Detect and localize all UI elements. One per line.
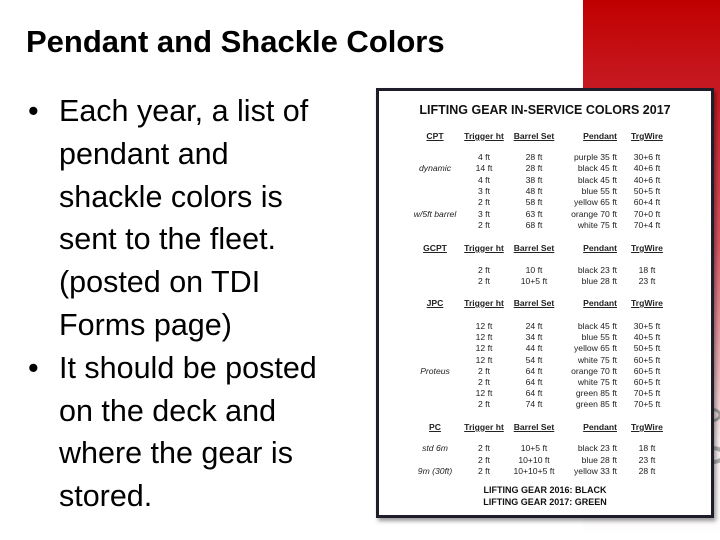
cell-pendant-color: blue 55 ft <box>581 332 617 343</box>
cell-pendant-color: yellow 65 ft <box>574 197 617 208</box>
table-row <box>379 186 711 197</box>
slide-title: Pendant and Shackle Colors <box>26 24 445 59</box>
header-trigger-wire: TrgWire <box>631 298 663 308</box>
table-row <box>379 332 711 343</box>
header-trigger-wire: TrgWire <box>631 243 663 253</box>
header-barrel-set: Barrel Set <box>513 243 555 253</box>
cell-barrel-set: 54 ft <box>525 354 543 365</box>
cell-trigger-height: 2 ft <box>478 365 490 376</box>
bullet-line: Forms page) <box>59 307 232 342</box>
bullet-line: where the gear is <box>59 436 293 471</box>
bullet-line: Each year, a list of <box>59 94 309 128</box>
table-row <box>379 366 711 377</box>
cell-trigger-height: 2 ft <box>478 377 490 387</box>
cell-trigger-wire: 30+6 ft <box>633 152 661 162</box>
cell-trigger-height: 2 ft <box>478 220 490 231</box>
bullet-item <box>28 347 317 518</box>
cell-trigger-wire: 60+5 ft <box>633 354 661 365</box>
cell-pendant-color: yellow 33 ft <box>574 466 617 476</box>
bullet-dot-icon: • <box>28 94 39 128</box>
cell-trigger-height: 12 ft <box>475 332 493 343</box>
cell-trigger-wire: 60+5 ft <box>633 377 661 387</box>
cell-trigger-wire: 70+4 ft <box>633 220 661 231</box>
bullet-line: sent to the fleet. <box>59 222 277 257</box>
cell-barrel-set: 74 ft <box>525 399 543 410</box>
cell-barrel-set: 34 ft <box>525 332 543 343</box>
header-pendant-color: Pendant <box>583 243 617 253</box>
cell-pendant-color: black 23 ft <box>577 443 617 453</box>
cell-trigger-wire: 60+5 ft <box>633 365 661 376</box>
bullet-list <box>28 90 317 518</box>
cell-pendant-color: blue 28 ft <box>581 276 617 287</box>
header-pendant-color: Pendant <box>583 422 617 432</box>
table-header-row <box>379 243 711 254</box>
cell-pendant-color: orange 70 ft <box>571 365 617 376</box>
cell-barrel-set: 38 ft <box>525 174 543 185</box>
table-row <box>379 209 711 220</box>
cell-pendant-color: white 75 ft <box>577 354 617 365</box>
cell-section-label: 9m (30ft) <box>417 466 453 476</box>
cell-trigger-wire: 28 ft <box>638 466 656 476</box>
bullet-line: It should be posted <box>59 350 317 385</box>
cell-trigger-wire: 70+5 ft <box>633 388 661 399</box>
cell-trigger-wire: 18 ft <box>638 265 656 275</box>
cell-pendant-color: orange 70 ft <box>571 208 617 219</box>
bullet-line: pendant and <box>59 136 229 171</box>
cell-section-label: Proteus <box>420 365 450 376</box>
header-barrel-set: Barrel Set <box>513 422 555 432</box>
cell-barrel-set: 10+5 ft <box>520 443 548 453</box>
cell-section-label: w/5ft barrel <box>413 208 457 219</box>
table-row <box>379 355 711 366</box>
cell-pendant-color: purple 35 ft <box>574 152 617 162</box>
header-trigger-wire: TrgWire <box>631 422 663 432</box>
table-row <box>379 220 711 231</box>
header-trigger-height: Trigger ht <box>464 243 504 253</box>
cell-pendant-color: white 75 ft <box>577 220 617 231</box>
table-row <box>379 455 711 466</box>
cell-barrel-set: 10+5 ft <box>520 276 548 287</box>
bullet-line: (posted on TDI <box>59 265 261 300</box>
cell-trigger-wire: 23 ft <box>638 276 656 287</box>
table-row <box>379 321 711 332</box>
cell-section-label: dynamic <box>419 163 451 174</box>
cell-trigger-height: 2 ft <box>478 399 490 410</box>
table-row <box>379 466 711 477</box>
cell-trigger-height: 2 ft <box>478 276 490 287</box>
cell-pendant-color: black 45 ft <box>577 174 617 185</box>
cell-trigger-height: 12 ft <box>475 354 493 365</box>
table-row <box>379 399 711 410</box>
cell-trigger-height: 2 ft <box>478 443 490 453</box>
cell-trigger-wire: 18 ft <box>638 443 656 453</box>
cell-barrel-set: 68 ft <box>525 220 543 231</box>
cell-trigger-height: 4 ft <box>478 174 490 185</box>
cell-pendant-color: black 45 ft <box>577 163 617 174</box>
table-row <box>379 175 711 186</box>
cell-trigger-height: 3 ft <box>478 208 490 219</box>
cell-trigger-wire: 30+5 ft <box>633 321 661 331</box>
table-row <box>379 163 711 174</box>
header-barrel-set: Barrel Set <box>513 131 555 141</box>
table-row <box>379 276 711 287</box>
cell-trigger-height: 2 ft <box>478 265 490 275</box>
bullet-dot-icon: • <box>28 350 39 385</box>
cell-trigger-wire: 40+6 ft <box>633 163 661 174</box>
cell-trigger-height: 12 ft <box>475 388 493 399</box>
header-trigger-height: Trigger ht <box>464 422 504 432</box>
cell-trigger-height: 2 ft <box>478 466 490 476</box>
table-row <box>379 377 711 388</box>
cell-barrel-set: 28 ft <box>525 163 543 174</box>
cell-trigger-height: 12 ft <box>475 343 493 354</box>
cell-trigger-height: 3 ft <box>478 186 490 197</box>
bullet-item <box>28 90 317 347</box>
cell-barrel-set: 10 ft <box>525 265 543 275</box>
cell-barrel-set: 28 ft <box>525 152 543 162</box>
table-row <box>379 152 711 163</box>
cell-trigger-wire: 23 ft <box>638 454 656 465</box>
cell-trigger-wire: 40+6 ft <box>633 174 661 185</box>
header-section-label: GCPT <box>423 243 447 253</box>
cell-section-label: std 6m <box>422 443 448 453</box>
header-section-label: JPC <box>426 298 444 308</box>
cell-pendant-color: black 23 ft <box>577 265 617 275</box>
cell-pendant-color: blue 55 ft <box>581 186 617 197</box>
header-trigger-height: Trigger ht <box>464 298 504 308</box>
cell-trigger-wire: 70+0 ft <box>633 208 661 219</box>
cell-barrel-set: 64 ft <box>525 365 543 376</box>
cell-barrel-set: 64 ft <box>525 377 543 387</box>
table-title: LIFTING GEAR IN-SERVICE COLORS 2017 <box>419 103 671 117</box>
table-row <box>379 343 711 354</box>
cell-barrel-set: 63 ft <box>525 208 543 219</box>
table-header-row <box>379 131 711 142</box>
header-pendant-color: Pendant <box>583 298 617 308</box>
cell-barrel-set: 64 ft <box>525 388 543 399</box>
cell-trigger-wire: 50+5 ft <box>633 186 661 197</box>
bullet-line: on the deck and <box>59 393 277 428</box>
table-header-row <box>379 298 711 309</box>
table-header-row <box>379 422 711 433</box>
cell-trigger-height: 12 ft <box>475 321 493 331</box>
cell-pendant-color: black 45 ft <box>577 321 617 331</box>
header-trigger-wire: TrgWire <box>631 131 663 141</box>
cell-trigger-wire: 50+5 ft <box>633 343 661 354</box>
cell-barrel-set: 48 ft <box>525 186 543 197</box>
header-trigger-height: Trigger ht <box>464 131 504 141</box>
table-row <box>379 265 711 276</box>
cell-pendant-color: green 85 ft <box>575 388 617 399</box>
cell-pendant-color: white 75 ft <box>577 377 617 387</box>
cell-pendant-color: green 85 ft <box>575 399 617 410</box>
table-row <box>379 388 711 399</box>
cell-pendant-color: yellow 65 ft <box>574 343 617 354</box>
cell-trigger-height: 2 ft <box>478 454 490 465</box>
colors-table-image <box>376 88 714 518</box>
bullet-line: stored. <box>59 479 153 514</box>
header-section-label: PC <box>429 422 441 432</box>
cell-trigger-wire: 70+5 ft <box>633 399 661 410</box>
header-pendant-color: Pendant <box>583 131 617 141</box>
cell-trigger-wire: 60+4 ft <box>633 197 661 208</box>
table-row <box>379 443 711 454</box>
footer-2016: LIFTING GEAR 2016: BLACK <box>483 485 607 495</box>
bullet-line: shackle colors is <box>59 179 283 214</box>
cell-pendant-color: blue 28 ft <box>581 454 617 465</box>
cell-barrel-set: 10+10 ft <box>518 454 550 465</box>
cell-barrel-set: 44 ft <box>525 343 543 354</box>
cell-barrel-set: 10+10+5 ft <box>513 466 555 476</box>
cell-barrel-set: 24 ft <box>525 321 543 331</box>
cell-trigger-height: 4 ft <box>478 152 490 162</box>
cell-barrel-set: 58 ft <box>525 197 543 208</box>
header-barrel-set: Barrel Set <box>513 298 555 308</box>
cell-trigger-height: 14 ft <box>475 163 493 174</box>
footer-2017: LIFTING GEAR 2017: GREEN <box>483 497 607 507</box>
cell-trigger-height: 2 ft <box>478 197 490 208</box>
table-row <box>379 197 711 208</box>
header-section-label: CPT <box>426 131 444 141</box>
cell-trigger-wire: 40+5 ft <box>633 332 661 343</box>
